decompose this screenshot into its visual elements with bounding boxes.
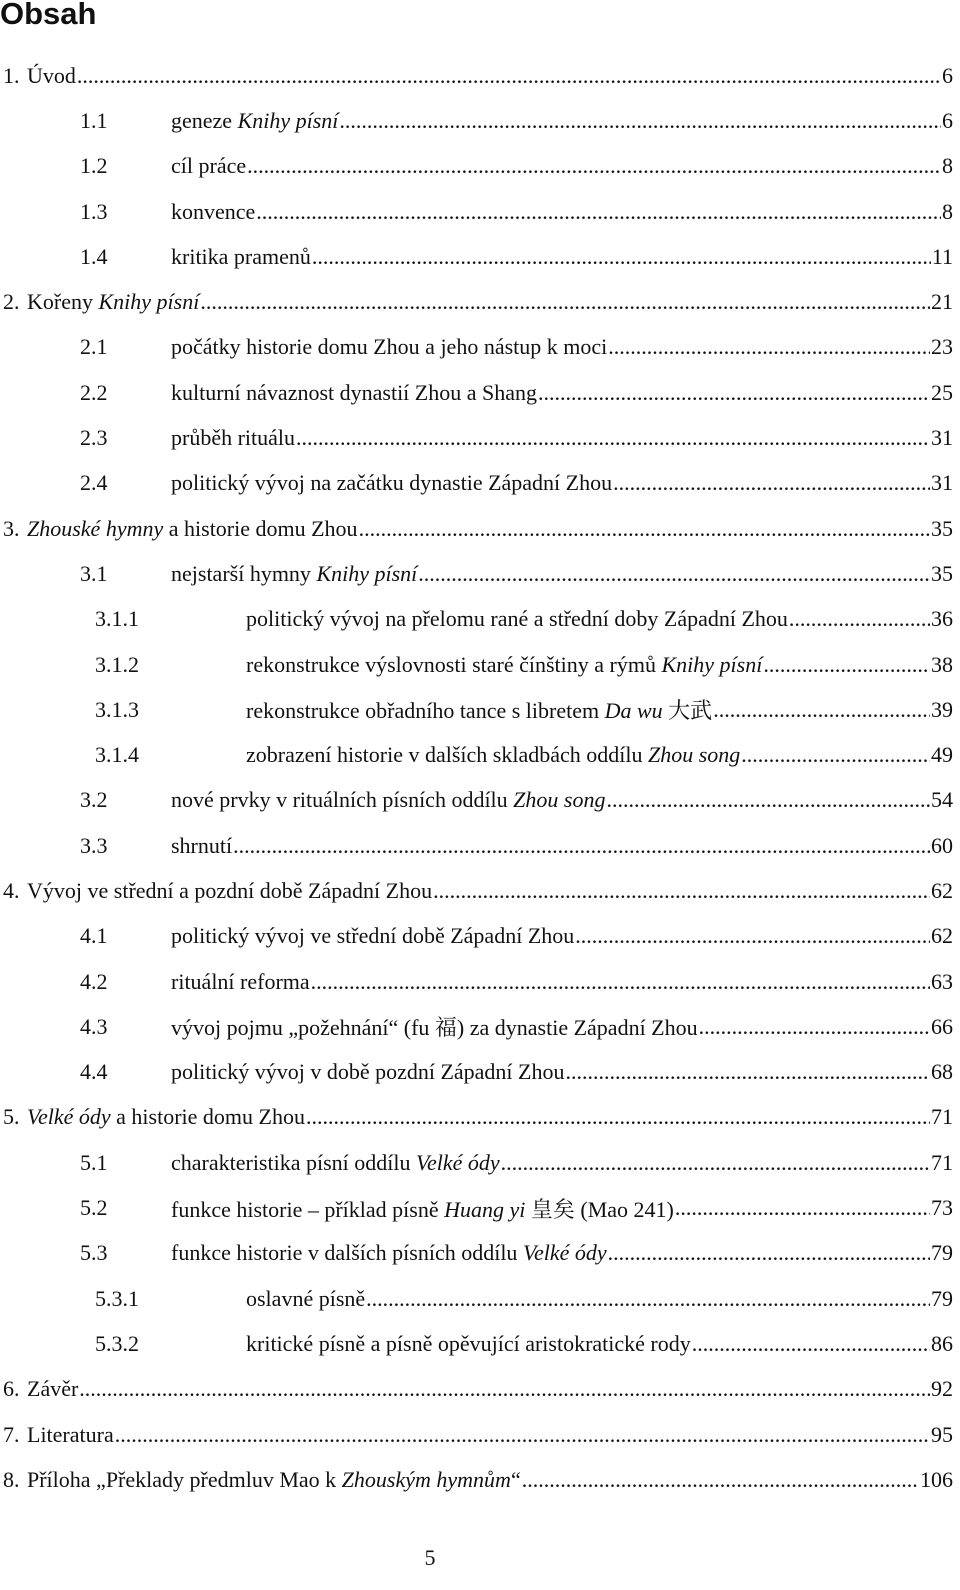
- toc-entry-title: [246, 606, 953, 632]
- toc-entry-title: [171, 1193, 953, 1224]
- toc-entry-title: [27, 1104, 953, 1130]
- toc-entry-text: nejstarší hymny: [171, 560, 317, 586]
- toc-entry-page: 8: [942, 198, 953, 224]
- dot-leader: [200, 289, 930, 315]
- toc-entry-page: 62: [931, 923, 953, 949]
- toc-entry-number: 5.3.2: [95, 1330, 139, 1356]
- toc-entry-number: 2.2: [80, 379, 108, 405]
- toc-entry-number: 8.: [3, 1466, 20, 1492]
- toc-entry-text: průběh rituálu: [171, 425, 296, 451]
- toc-entry-number: 5.1: [80, 1149, 108, 1175]
- toc-entry-page: 71: [931, 1149, 953, 1175]
- dot-leader: [256, 199, 941, 225]
- toc-entry-text: rituální reforma: [171, 968, 310, 994]
- toc-entry-text: počátky historie domu Zhou a jeho nástup k moci: [171, 334, 608, 360]
- toc-entry-text: Úvod: [27, 62, 76, 88]
- toc-entry[interactable]: [0, 1140, 953, 1185]
- toc-entry-title: [171, 1059, 953, 1085]
- toc-entry-text: a historie domu Zhou: [110, 1104, 305, 1130]
- toc-entry-number: 5.: [3, 1104, 20, 1130]
- toc-entry-title: [27, 63, 953, 89]
- toc-entry-italic-text: Knihy písní: [98, 289, 200, 315]
- toc-entry-number: 3.2: [80, 787, 108, 813]
- toc-entry-title: [171, 923, 953, 949]
- toc-entry-text: Příloha „Překlady předmluv Mao k: [27, 1466, 342, 1492]
- toc-entry-page: 68: [931, 1059, 953, 1085]
- toc-entry-title: [171, 1011, 953, 1042]
- toc-entry-italic-text: Velké ódy: [522, 1240, 607, 1266]
- toc-entry-title: [171, 334, 953, 360]
- toc-entry-text: Závěr: [27, 1376, 79, 1402]
- toc-entry-text: funkce historie v dalších písních oddílu: [171, 1240, 523, 1266]
- toc-entry-page: 39: [931, 696, 953, 722]
- toc-entry-italic-text: Zhouským hymnům: [341, 1466, 511, 1492]
- toc-entry-title: [171, 969, 953, 995]
- toc-entry-number: 2.4: [80, 470, 108, 496]
- toc-entry[interactable]: [0, 1004, 953, 1049]
- dot-leader: [247, 153, 941, 179]
- toc-entry-italic-text: Knihy písní: [316, 560, 418, 586]
- toc-entry-number: 3.1.1: [95, 606, 139, 632]
- toc-entry-number: 3.1.4: [95, 742, 139, 768]
- toc-entry-text: konvence: [171, 198, 256, 224]
- toc-entry-title: [171, 199, 953, 225]
- toc-entry[interactable]: [0, 415, 953, 460]
- toc-entry-number: 5.2: [80, 1195, 108, 1221]
- dot-leader: [613, 470, 930, 496]
- toc-entry-page: 66: [931, 1013, 953, 1039]
- dot-leader: [501, 1150, 930, 1176]
- toc-entry-italic-text: Velké ódy: [416, 1149, 500, 1175]
- toc-entry-title: [246, 694, 953, 725]
- toc-entry-italic-text: Knihy písní: [661, 651, 763, 677]
- dot-leader: [608, 1240, 930, 1266]
- toc-entry-italic-text: Da wu: [604, 698, 663, 724]
- dot-leader: [608, 334, 930, 360]
- toc-entry[interactable]: [0, 506, 953, 551]
- dot-leader: [789, 606, 930, 632]
- toc-entry-page: 35: [931, 515, 953, 541]
- toc-entry-title: [171, 425, 953, 451]
- dot-leader: [741, 742, 930, 768]
- toc-entry-page: 62: [931, 877, 953, 903]
- toc-entry[interactable]: [0, 1095, 953, 1140]
- toc-entry-page: 36: [931, 606, 953, 632]
- toc-entry[interactable]: [0, 823, 953, 868]
- toc-entry[interactable]: [0, 1185, 953, 1230]
- toc-entry-number: 1.: [3, 62, 20, 88]
- toc-entry-page: 86: [931, 1330, 953, 1356]
- toc-entry-page: 60: [931, 832, 953, 858]
- toc-entry-text: charakteristika písní oddílu: [171, 1149, 416, 1175]
- dot-leader: [296, 425, 930, 451]
- toc-entry-italic-text: Zhou song: [648, 742, 741, 768]
- toc-entry-title: [27, 516, 953, 542]
- toc-entry-number: 3.1.2: [95, 651, 139, 677]
- toc-entry-title: [246, 1286, 953, 1312]
- toc-entry[interactable]: [0, 642, 953, 687]
- toc-entry-page: 49: [931, 742, 953, 768]
- toc-entry[interactable]: [0, 234, 953, 279]
- toc-entry-page: 11: [931, 243, 953, 269]
- toc-entry-title: [27, 1376, 953, 1402]
- toc-entry-number: 1.3: [80, 198, 108, 224]
- dot-leader: [306, 1104, 930, 1130]
- toc-entry-page: 35: [931, 560, 953, 586]
- dot-leader: [115, 1422, 930, 1448]
- dot-leader: [233, 833, 930, 859]
- toc-entry-title: [27, 1422, 953, 1448]
- toc-entry-page: 54: [931, 787, 953, 813]
- toc-entry-number: 2.: [3, 289, 20, 315]
- toc-entry-title: [27, 289, 953, 315]
- toc-entry-text: Kořeny: [27, 289, 99, 315]
- toc-entry-page: 31: [931, 425, 953, 451]
- toc-entry-italic-text: Zhouské hymny: [27, 515, 164, 541]
- toc-entry-text: kulturní návaznost dynastií Zhou a Shang: [171, 379, 537, 405]
- dot-leader: [763, 652, 930, 678]
- toc-entry-text: politický vývoj na přelomu rané a střední doby Západní Zhou: [246, 606, 788, 632]
- toc-entry[interactable]: [0, 189, 953, 234]
- toc-entry[interactable]: [0, 868, 953, 913]
- dot-leader: [713, 697, 930, 723]
- toc-entry-number: 4.2: [80, 968, 108, 994]
- dot-leader: [433, 878, 930, 904]
- toc-entry-text: Literatura: [27, 1421, 114, 1447]
- toc-entry-italic-text: Knihy písní: [237, 107, 339, 133]
- toc-entry[interactable]: [0, 1050, 953, 1095]
- toc-entry-title: [171, 833, 953, 859]
- toc-entry[interactable]: [0, 98, 953, 143]
- toc-entry-number: 4.4: [80, 1059, 108, 1085]
- toc-entry-italic-text: Huang yi: [444, 1196, 526, 1222]
- toc-entry-page: 71: [931, 1104, 953, 1130]
- toc-entry-page: 21: [931, 289, 953, 315]
- toc-entry-text: funkce historie – příklad písně: [171, 1196, 445, 1222]
- toc-entry-page: 6: [942, 62, 953, 88]
- toc-entry-text: rekonstrukce výslovnosti staré čínštiny a rýmů: [246, 651, 662, 677]
- dot-leader: [692, 1331, 930, 1357]
- toc-entry[interactable]: [0, 1276, 953, 1321]
- dot-leader: [79, 1376, 930, 1402]
- toc-entry[interactable]: [0, 53, 953, 98]
- toc-entry-number: 7.: [3, 1421, 20, 1447]
- dot-leader: [575, 923, 930, 949]
- toc-entry-number: 6.: [3, 1376, 20, 1402]
- toc-entry-text: nové prvky v rituálních písních oddílu: [171, 787, 514, 813]
- toc-entry[interactable]: [0, 1412, 953, 1457]
- toc-entry-text: kritika pramenů: [171, 243, 311, 269]
- toc-entry-text: oslavné písně: [246, 1285, 366, 1311]
- toc-entry-text: 皇矣 (Mao 241): [525, 1196, 674, 1222]
- toc-entry-text: kritické písně a písně opěvující aristokratické rody: [246, 1330, 691, 1356]
- toc-entry-page: 23: [931, 334, 953, 360]
- dot-leader: [366, 1286, 930, 1312]
- toc-entry[interactable]: [0, 1367, 953, 1412]
- toc-entry-title: [171, 787, 953, 813]
- dot-leader: [606, 787, 930, 813]
- toc-entry-page: 8: [942, 153, 953, 179]
- toc-entry-title: [27, 878, 953, 904]
- dot-leader: [359, 516, 930, 542]
- toc-entry-title: [171, 380, 953, 406]
- toc-entry-number: 1.1: [80, 107, 108, 133]
- toc-entry-number: 3.1.3: [95, 696, 139, 722]
- toc-entry[interactable]: [0, 370, 953, 415]
- dot-leader: [522, 1467, 919, 1493]
- toc-entry-page: 95: [931, 1421, 953, 1447]
- toc-entry-number: 2.1: [80, 334, 108, 360]
- toc-entry[interactable]: [0, 597, 953, 642]
- toc-entry-page: 79: [931, 1240, 953, 1266]
- toc-entry-page: 73: [931, 1195, 953, 1221]
- toc-entry[interactable]: [0, 461, 953, 506]
- dot-leader: [538, 380, 930, 406]
- toc-entry-number: 3.3: [80, 832, 108, 858]
- toc-entry[interactable]: [0, 279, 953, 324]
- toc-entry-number: 5.3: [80, 1240, 108, 1266]
- toc-entry-number: 4.: [3, 877, 20, 903]
- toc-entry-title: [171, 244, 953, 270]
- toc-entry[interactable]: [0, 551, 953, 596]
- toc-entry-text: vývoj pojmu „požehnání“ (fu 福) za dynastie Západní Zhou: [171, 1015, 698, 1041]
- toc-entry-page: 25: [931, 379, 953, 405]
- toc-entry-number: 1.4: [80, 243, 108, 269]
- toc-entry-title: [171, 561, 953, 587]
- toc-entry-text: “: [510, 1466, 521, 1492]
- table-of-contents: [0, 53, 953, 1503]
- dot-leader: [311, 969, 930, 995]
- toc-entry-title: [171, 470, 953, 496]
- toc-entry[interactable]: [0, 1457, 953, 1502]
- toc-entry-text: politický vývoj v době pozdní Západní Zhou: [171, 1059, 565, 1085]
- toc-entry-italic-text: Zhou song: [513, 787, 606, 813]
- toc-entry-title: [171, 108, 953, 134]
- page-number: 5: [424, 1545, 436, 1570]
- toc-entry-title: [246, 652, 953, 678]
- toc-entry[interactable]: [0, 732, 953, 777]
- dot-leader: [77, 63, 941, 89]
- toc-entry-text: cíl práce: [171, 153, 247, 179]
- toc-entry-text: zobrazení historie v dalších skladbách oddílu: [246, 742, 648, 768]
- toc-entry[interactable]: [0, 778, 953, 823]
- dot-leader: [418, 561, 930, 587]
- toc-entry-text: shrnutí: [171, 832, 233, 858]
- toc-entry-number: 1.2: [80, 153, 108, 179]
- toc-entry-text: Vývoj ve střední a pozdní době Západní Zhou: [27, 877, 433, 903]
- toc-entry-number: 4.1: [80, 923, 108, 949]
- toc-entry-text: rekonstrukce obřadního tance s libretem: [246, 698, 605, 724]
- toc-entry-title: [27, 1467, 953, 1493]
- toc-entry-text: politický vývoj ve střední době Západní Zhou: [171, 923, 575, 949]
- toc-entry-title: [171, 1150, 953, 1176]
- dot-leader: [699, 1014, 930, 1040]
- dot-leader: [675, 1195, 930, 1221]
- toc-entry-page: 79: [931, 1285, 953, 1311]
- toc-entry-page: 92: [931, 1376, 953, 1402]
- toc-entry[interactable]: [0, 687, 953, 732]
- toc-entry-number: 3.: [3, 515, 20, 541]
- toc-entry-number: 3.1: [80, 560, 108, 586]
- toc-entry-text: geneze: [171, 107, 238, 133]
- toc-entry-title: [171, 153, 953, 179]
- toc-entry[interactable]: [0, 1231, 953, 1276]
- toc-entry-number: 2.3: [80, 425, 108, 451]
- toc-entry-number: 4.3: [80, 1013, 108, 1039]
- page-title: Obsah: [0, 0, 97, 31]
- toc-entry-page: 63: [931, 968, 953, 994]
- toc-entry-page: 106: [920, 1466, 953, 1492]
- toc-entry[interactable]: [0, 325, 953, 370]
- toc-entry-title: [171, 1240, 953, 1266]
- toc-entry[interactable]: [0, 144, 953, 189]
- dot-leader: [339, 108, 941, 134]
- toc-entry-page: 38: [931, 651, 953, 677]
- toc-entry[interactable]: [0, 914, 953, 959]
- toc-entry-page: 31: [931, 470, 953, 496]
- toc-entry-italic-text: Velké ódy: [27, 1104, 111, 1130]
- dot-leader: [312, 244, 931, 270]
- toc-entry-text: a historie domu Zhou: [163, 515, 358, 541]
- toc-entry-title: [246, 1331, 953, 1357]
- toc-entry-title: [246, 742, 953, 768]
- toc-entry-page: 6: [942, 107, 953, 133]
- toc-entry-text: politický vývoj na začátku dynastie Západní Zhou: [171, 470, 613, 496]
- dot-leader: [566, 1059, 931, 1085]
- toc-entry-text: 大武: [662, 698, 713, 724]
- toc-entry[interactable]: [0, 959, 953, 1004]
- toc-entry-number: 5.3.1: [95, 1285, 139, 1311]
- toc-entry[interactable]: [0, 1321, 953, 1366]
